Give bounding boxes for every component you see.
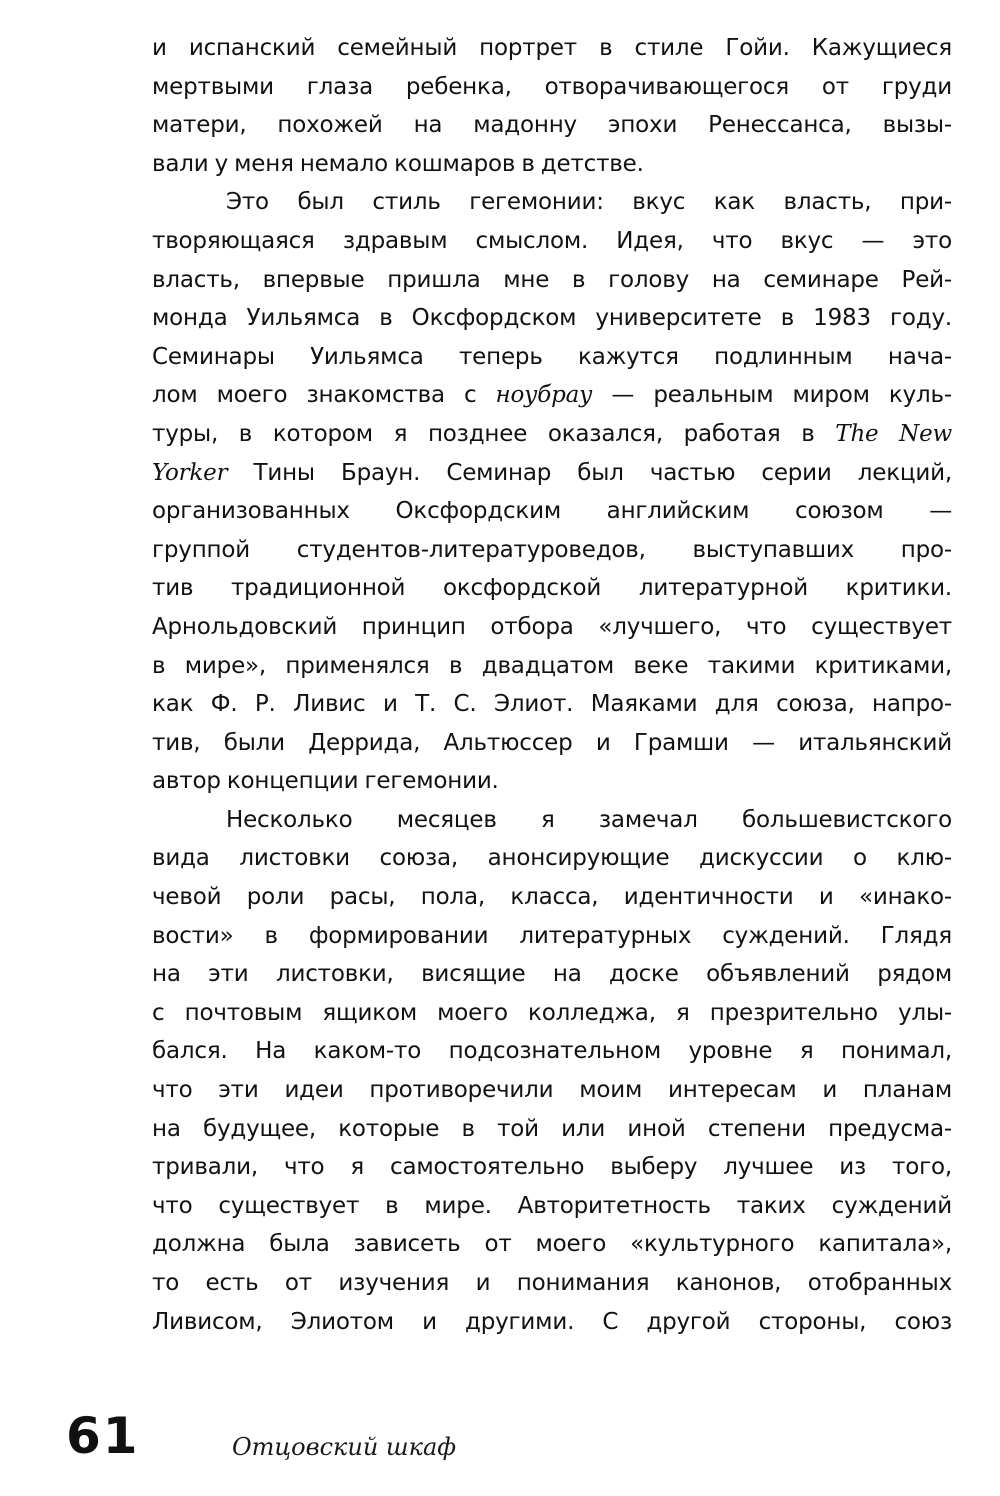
text-line: группой студентов-литературоведов, выступавших про- [152, 536, 952, 563]
text-line: Это был стиль гегемонии: вкус как власть, при- [226, 189, 952, 216]
text-line: с почтовым ящиком моего колледжа, я презрительно улы- [152, 999, 952, 1026]
text-line: как Ф. Р. Ливис и Т. С. Элиот. Маяками для союза, напро- [152, 691, 952, 718]
text-line: тив традиционной оксфордской литературной критики. [152, 575, 952, 602]
text-line: лом моего знакомства с ноубрау — реальным миром куль- [152, 382, 952, 409]
text-line: организованных Оксфордским английским союзом — [152, 498, 952, 525]
text-line: чевой роли расы, пола, класса, идентичности и «инако- [152, 884, 952, 911]
text-line: вали у меня немало кошмаров в детстве. [152, 150, 644, 177]
text-line: то есть от изучения и понимания канонов, отобранных [152, 1270, 952, 1296]
text-line: на будущее, которые в той или иной степени предусма- [152, 1115, 952, 1142]
italic-term: Yorker [152, 459, 228, 486]
italic-term: The New [835, 420, 952, 447]
text-line: матери, похожей на мадонну эпохи Ренессанса, вызы- [152, 112, 952, 139]
running-title: Отцовский шкаф [232, 1433, 457, 1461]
text-line: Семинары Уильямса теперь кажутся подлинным нача- [152, 343, 952, 370]
text-line: мертвыми глаза ребенка, отворачивающегося от груди [152, 73, 952, 100]
text-line: вида листовки союза, анонсирующие дискуссии о клю- [152, 845, 952, 872]
text-line: Yorker Тины Браун. Семинар был частью серии лекций, [152, 459, 952, 486]
text-line: и испанский семейный портрет в стиле Гойи. Кажущиеся [152, 35, 952, 61]
text-line: тривали, что я самостоятельно выберу лучшее из того, [152, 1154, 952, 1181]
text-line: бался. На каком-то подсознательном уровне я понимал, [152, 1038, 952, 1065]
text-line: автор концепции гегемонии. [152, 768, 499, 795]
text-line: монда Уильямса в Оксфордском университете в 1983 году. [152, 305, 952, 332]
text-line: вости» в формировании литературных суждений. Глядя [152, 922, 952, 949]
page-number: 61 [66, 1407, 140, 1465]
text-line: Ливисом, Элиотом и другими. С другой стороны, союз [152, 1308, 952, 1335]
text-line: должна была зависеть от моего «культурного капитала», [152, 1231, 952, 1258]
text-line: творяющаяся здравым смыслом. Идея, что вкус — это [152, 227, 952, 254]
body-text [152, 29, 952, 1341]
text-line: что эти идеи противоречили моим интересам и планам [152, 1077, 952, 1104]
text-line: в мире», применялся в двадцатом веке такими критиками, [152, 652, 952, 679]
text-line: что существует в мире. Авторитетность таких суждений [152, 1192, 952, 1219]
text-line: власть, впервые пришла мне в голову на семинаре Рей- [152, 266, 952, 293]
text-line: на эти листовки, висящие на доске объявлений рядом [152, 961, 952, 988]
text-line: Несколько месяцев я замечал большевистского [226, 806, 952, 833]
text-line: тив, были Деррида, Альтюссер и Грамши — итальянский [152, 729, 952, 756]
text-line: Арнольдовский принцип отбора «лучшего, что существует [152, 613, 952, 640]
text-line: туры, в котором я позднее оказался, работая в The New [152, 420, 952, 447]
italic-term: ноубрау [495, 382, 593, 409]
